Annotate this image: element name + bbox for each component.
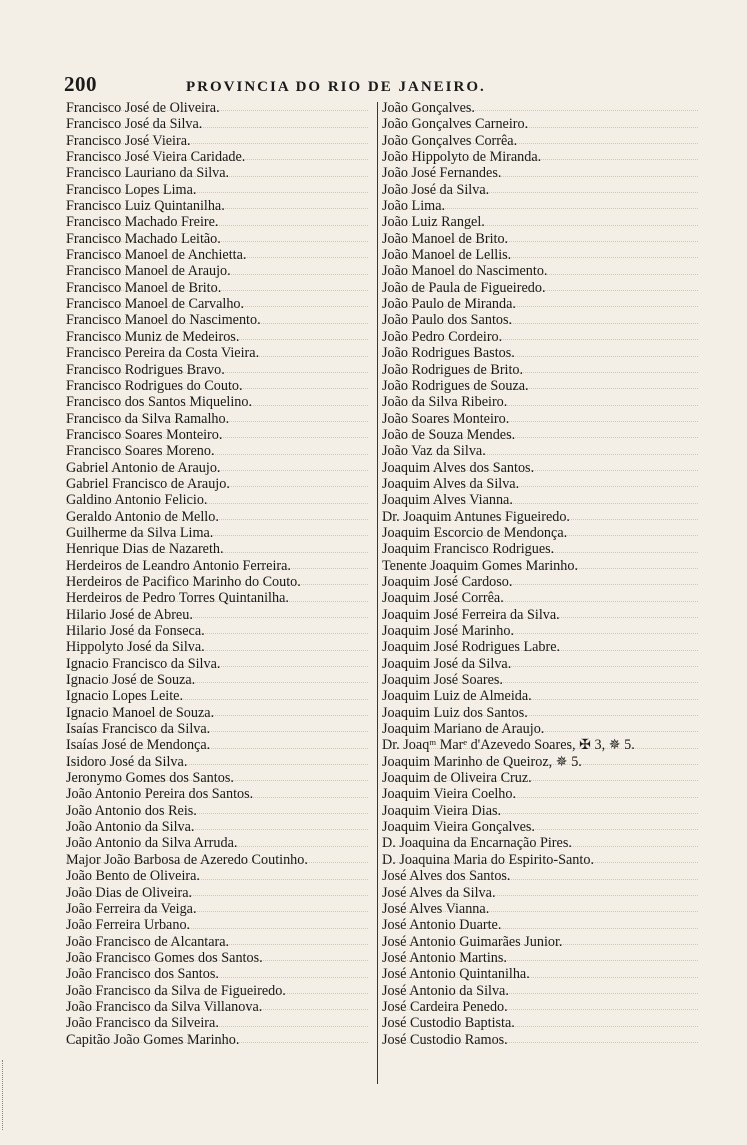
list-item xyxy=(66,574,372,590)
list-item xyxy=(66,133,372,149)
entry-name: Joaquim José da Silva. xyxy=(382,655,512,672)
entry-name: Francisco Machado Leitão. xyxy=(66,230,221,247)
list-item xyxy=(382,100,702,116)
entry-name: Francisco Rodrigues do Couto. xyxy=(66,377,243,394)
list-item xyxy=(382,803,702,819)
list-item xyxy=(382,345,702,361)
entry-name: Ignacio Francisco da Silva. xyxy=(66,655,221,672)
entry-name: João Antonio dos Reis. xyxy=(66,802,197,819)
entry-name: Joaquim Alves da Silva. xyxy=(382,475,520,492)
entry-name: Francisco Rodrigues Bravo. xyxy=(66,361,225,378)
entry-name: Francisco José de Oliveira. xyxy=(66,100,220,116)
entry-name: Herdeiros de Pacifico Marinho do Couto. xyxy=(66,573,301,590)
list-item xyxy=(382,688,702,704)
entry-name: Galdino Antonio Felicio. xyxy=(66,492,208,509)
entry-name: João da Silva Ribeiro. xyxy=(382,394,508,411)
entry-name: Tenente Joaquim Gomes Marinho. xyxy=(382,557,579,574)
list-item xyxy=(66,835,372,851)
entry-name: João Dias de Oliveira. xyxy=(66,884,193,901)
entry-name: José Custodio Baptista. xyxy=(382,1015,515,1032)
entry-name: João Antonio Pereira dos Santos. xyxy=(66,786,254,803)
entry-name: João Lima. xyxy=(382,198,446,215)
list-item xyxy=(382,296,702,312)
entry-name: Joaquim Vieira Gonçalves. xyxy=(382,819,535,836)
entry-name: Dr. Joaquim Antunes Figueiredo. xyxy=(382,508,570,525)
list-item xyxy=(66,558,372,574)
list-item xyxy=(66,182,372,198)
entry-name: Hilario José da Fonseca. xyxy=(66,623,205,639)
list-item xyxy=(382,541,702,557)
list-item xyxy=(382,672,702,688)
entry-name: João Paulo de Miranda. xyxy=(382,296,516,313)
list-item xyxy=(382,558,702,574)
list-item xyxy=(66,165,372,181)
list-item xyxy=(66,950,372,966)
entry-name: Francisco Machado Freire. xyxy=(66,214,219,231)
list-item xyxy=(382,427,702,443)
list-item xyxy=(382,231,702,247)
entry-name: Joaquim Francisco Rodrigues. xyxy=(382,541,555,558)
list-item xyxy=(382,737,702,753)
entry-name: Francisco da Silva Ramalho. xyxy=(66,410,230,427)
list-item xyxy=(382,950,702,966)
list-item xyxy=(382,934,702,950)
list-item xyxy=(382,786,702,802)
entry-name: Hippolyto José da Silva. xyxy=(66,639,205,656)
list-item xyxy=(382,214,702,230)
entry-name: João Soares Monteiro. xyxy=(382,410,510,427)
list-item xyxy=(382,590,702,606)
list-item xyxy=(66,198,372,214)
list-item xyxy=(66,672,372,688)
entry-name: João Francisco da Silva Villanova. xyxy=(66,998,263,1015)
list-item xyxy=(382,263,702,279)
entry-name: Francisco Soares Moreno. xyxy=(66,443,215,460)
entry-name: João Francisco da Silva de Figueiredo. xyxy=(66,982,286,999)
list-item xyxy=(66,116,372,132)
list-item xyxy=(66,705,372,721)
entry-name: João Francisco da Silveira. xyxy=(66,1015,219,1032)
list-item xyxy=(382,182,702,198)
entry-name: Isidoro José da Silva. xyxy=(66,753,188,770)
entry-name: Francisco Manoel de Brito. xyxy=(66,279,222,296)
list-item xyxy=(66,852,372,868)
entry-name: Geraldo Antonio de Mello. xyxy=(66,508,219,525)
name-list xyxy=(66,100,706,1090)
list-item xyxy=(382,868,702,884)
list-item xyxy=(66,460,372,476)
list-item xyxy=(66,345,372,361)
list-item xyxy=(66,492,372,508)
list-item xyxy=(382,607,702,623)
entry-name: Joaquim Escorcio de Mendonça. xyxy=(382,524,568,541)
entry-name: Francisco Lauriano da Silva. xyxy=(66,165,230,182)
entry-name: João Ferreira da Veiga. xyxy=(66,900,197,917)
entry-name: Ignacio Manoel de Souza. xyxy=(66,704,215,721)
right-column xyxy=(382,100,702,1090)
entry-name: Francisco Pereira da Costa Vieira. xyxy=(66,345,260,362)
list-item xyxy=(66,737,372,753)
list-item xyxy=(382,329,702,345)
entry-name: José Antonio da Silva. xyxy=(382,982,509,999)
entry-name: Isaías Francisco da Silva. xyxy=(66,721,211,738)
entry-name: Ignacio Lopes Leite. xyxy=(66,688,183,705)
entry-name: Francisco Manoel de Anchietta. xyxy=(66,247,247,264)
entry-name: Herdeiros de Pedro Torres Quintanilha. xyxy=(66,590,289,607)
list-item xyxy=(382,362,702,378)
list-item xyxy=(66,607,372,623)
entry-name: Francisco Manoel do Nascimento. xyxy=(66,312,261,329)
column-divider xyxy=(377,102,378,1084)
list-item xyxy=(66,525,372,541)
entry-name: Dr. Joaqᵐ Marᵉ d'Azevedo Soares, ✠ 3, ✵ 5. xyxy=(382,737,635,754)
list-item xyxy=(66,917,372,933)
entry-name: João José da Silva. xyxy=(382,181,490,198)
list-item xyxy=(382,476,702,492)
list-item xyxy=(66,149,372,165)
list-item xyxy=(66,378,372,394)
list-item xyxy=(382,492,702,508)
list-item xyxy=(382,819,702,835)
entry-name: Joaquim Vieira Dias. xyxy=(382,802,502,819)
list-item xyxy=(66,688,372,704)
list-item xyxy=(66,966,372,982)
entry-name: Francisco Soares Monteiro. xyxy=(66,426,223,443)
entry-name: Joaquim Vieira Coelho. xyxy=(382,786,517,803)
entry-name: João Francisco de Alcantara. xyxy=(66,933,230,950)
list-item xyxy=(382,165,702,181)
entry-name: Herdeiros de Leandro Antonio Ferreira. xyxy=(66,557,291,574)
list-item xyxy=(382,460,702,476)
entry-name: João Manoel de Lellis. xyxy=(382,247,512,264)
entry-name: João Paulo dos Santos. xyxy=(382,312,513,329)
list-item xyxy=(382,1015,702,1031)
entry-name: José Alves dos Santos. xyxy=(382,868,511,885)
margin-mark xyxy=(2,1060,5,1130)
entry-name: João de Souza Mendes. xyxy=(382,426,516,443)
entry-name: Joaquim Mariano de Araujo. xyxy=(382,721,545,738)
list-item xyxy=(382,443,702,459)
list-item xyxy=(66,214,372,230)
list-item xyxy=(66,999,372,1015)
entry-name: Joaquim José Ferreira da Silva. xyxy=(382,606,560,623)
entry-name: João Gonçalves Carneiro. xyxy=(382,116,529,133)
entry-name: Joaquim José Marinho. xyxy=(382,623,515,639)
entry-name: José Cardeira Penedo. xyxy=(382,998,508,1015)
entry-name: João José Fernandes. xyxy=(382,165,502,182)
entry-name: Joaquim Marinho de Queiroz, ✵ 5. xyxy=(382,753,582,770)
entry-name: João Rodrigues de Souza. xyxy=(382,377,529,394)
list-item xyxy=(382,770,702,786)
entry-name: Joaquim Luiz de Almeida. xyxy=(382,688,532,705)
entry-name: José Antonio Quintanilha. xyxy=(382,966,530,983)
list-item xyxy=(382,280,702,296)
list-item xyxy=(66,394,372,410)
entry-name: João Bento de Oliveira. xyxy=(66,868,200,885)
entry-name: João Manoel do Nascimento. xyxy=(382,263,548,280)
entry-name: Jeronymo Gomes dos Santos. xyxy=(66,770,234,787)
entry-name: João Gonçalves. xyxy=(382,100,475,116)
list-item xyxy=(66,983,372,999)
list-item xyxy=(66,443,372,459)
list-item xyxy=(66,754,372,770)
list-item xyxy=(382,198,702,214)
list-item xyxy=(66,296,372,312)
list-item xyxy=(66,541,372,557)
entry-name: Francisco Muniz de Medeiros. xyxy=(66,328,240,345)
list-item xyxy=(66,786,372,802)
list-item xyxy=(382,116,702,132)
list-item xyxy=(382,574,702,590)
entry-name: José Alves Vianna. xyxy=(382,900,490,917)
list-item xyxy=(382,394,702,410)
entry-name: Guilherme da Silva Lima. xyxy=(66,524,214,541)
entry-name: Isaías José de Mendonça. xyxy=(66,737,211,754)
entry-name: João Ferreira Urbano. xyxy=(66,917,191,934)
entry-name: José Alves da Silva. xyxy=(382,884,496,901)
entry-name: Joaquim José Soares. xyxy=(382,672,503,689)
entry-name: José Antonio Martins. xyxy=(382,949,507,966)
entry-name: João Francisco dos Santos. xyxy=(66,966,219,983)
entry-name: João Antonio da Silva Arruda. xyxy=(66,835,238,852)
list-item xyxy=(382,1032,702,1048)
list-item xyxy=(66,362,372,378)
list-item xyxy=(382,247,702,263)
list-item xyxy=(382,852,702,868)
list-item xyxy=(66,280,372,296)
entry-name: João Gonçalves Corrêa. xyxy=(382,132,518,149)
list-item xyxy=(66,868,372,884)
list-item xyxy=(382,149,702,165)
entry-name: D. Joaquina Maria do Espirito-Santo. xyxy=(382,851,594,868)
entry-name: João Luiz Rangel. xyxy=(382,214,485,231)
page-header xyxy=(64,72,584,98)
entry-name: Gabriel Francisco de Araujo. xyxy=(66,475,230,492)
entry-name: João Rodrigues Bastos. xyxy=(382,345,515,362)
entry-name: João Hippolyto de Miranda. xyxy=(382,149,542,166)
entry-name: João Francisco Gomes dos Santos. xyxy=(66,949,263,966)
list-item xyxy=(382,312,702,328)
entry-name: Joaquim Alves Vianna. xyxy=(382,492,513,509)
entry-name: Joaquim José Rodrigues Labre. xyxy=(382,639,561,656)
entry-name: Joaquim José Corrêa. xyxy=(382,590,504,607)
entry-name: Joaquim de Oliveira Cruz. xyxy=(382,770,532,787)
entry-name: João Manoel de Brito. xyxy=(382,230,509,247)
left-column xyxy=(66,100,372,1090)
list-item xyxy=(382,754,702,770)
list-item xyxy=(382,705,702,721)
list-item xyxy=(382,133,702,149)
entry-name: Hilario José de Abreu. xyxy=(66,606,193,623)
entry-name: Francisco Manoel de Araujo. xyxy=(66,263,231,280)
list-item xyxy=(382,656,702,672)
entry-name: Francisco dos Santos Miquelino. xyxy=(66,394,253,411)
entry-name: Joaquim José Cardoso. xyxy=(382,573,513,590)
list-item xyxy=(382,983,702,999)
list-item xyxy=(66,639,372,655)
list-item xyxy=(382,378,702,394)
entry-name: João Pedro Cordeiro. xyxy=(382,328,503,345)
list-item xyxy=(382,917,702,933)
list-item xyxy=(66,427,372,443)
list-item xyxy=(66,231,372,247)
list-item xyxy=(382,885,702,901)
entry-name: Francisco José Vieira Caridade. xyxy=(66,149,246,166)
entry-name: D. Joaquina da Encarnação Pires. xyxy=(382,835,572,852)
entry-name: Joaquim Alves dos Santos. xyxy=(382,459,535,476)
list-item xyxy=(66,901,372,917)
entry-name: Francisco Manoel de Carvalho. xyxy=(66,296,245,313)
list-item xyxy=(382,623,702,639)
list-item xyxy=(66,1015,372,1031)
list-item xyxy=(66,656,372,672)
list-item xyxy=(66,312,372,328)
entry-name: Francisco Lopes Lima. xyxy=(66,181,197,198)
entry-name: João Rodrigues de Brito. xyxy=(382,361,524,378)
entry-name: João Vaz da Silva. xyxy=(382,443,486,460)
list-item xyxy=(382,509,702,525)
list-item xyxy=(66,803,372,819)
entry-name: Henrique Dias de Nazareth. xyxy=(66,541,224,558)
list-item xyxy=(66,590,372,606)
list-item xyxy=(382,721,702,737)
list-item xyxy=(66,623,372,639)
entry-name: Francisco José Vieira. xyxy=(66,132,191,149)
list-item xyxy=(66,476,372,492)
page-number: 200 xyxy=(64,72,97,96)
list-item xyxy=(382,901,702,917)
list-item xyxy=(66,721,372,737)
entry-name: Capitão João Gomes Marinho. xyxy=(66,1031,240,1048)
list-item xyxy=(382,999,702,1015)
list-item xyxy=(66,247,372,263)
entry-name: José Antonio Guimarães Junior. xyxy=(382,933,563,950)
list-item xyxy=(66,411,372,427)
list-item xyxy=(382,525,702,541)
list-item xyxy=(382,411,702,427)
entry-name: Francisco José da Silva. xyxy=(66,116,203,133)
list-item xyxy=(382,639,702,655)
running-title: PROVINCIA DO RIO DE JANEIRO. xyxy=(186,79,486,95)
list-item xyxy=(66,819,372,835)
entry-name: Major João Barbosa de Azeredo Coutinho. xyxy=(66,851,308,868)
entry-name: José Antonio Duarte. xyxy=(382,917,502,934)
entry-name: José Custodio Ramos. xyxy=(382,1031,508,1048)
entry-name: João de Paula de Figueiredo. xyxy=(382,279,546,296)
list-item xyxy=(66,934,372,950)
list-item xyxy=(66,885,372,901)
list-item xyxy=(382,835,702,851)
list-item xyxy=(66,100,372,116)
list-item xyxy=(66,1032,372,1048)
entry-name: Francisco Luiz Quintanilha. xyxy=(66,198,225,215)
list-item xyxy=(382,966,702,982)
list-item xyxy=(66,263,372,279)
entry-name: Joaquim Luiz dos Santos. xyxy=(382,704,528,721)
list-item xyxy=(66,329,372,345)
list-item xyxy=(66,509,372,525)
entry-name: João Antonio da Silva. xyxy=(66,819,195,836)
entry-name: Gabriel Antonio de Araujo. xyxy=(66,459,221,476)
list-item xyxy=(66,770,372,786)
entry-name: Ignacio José de Souza. xyxy=(66,672,196,689)
